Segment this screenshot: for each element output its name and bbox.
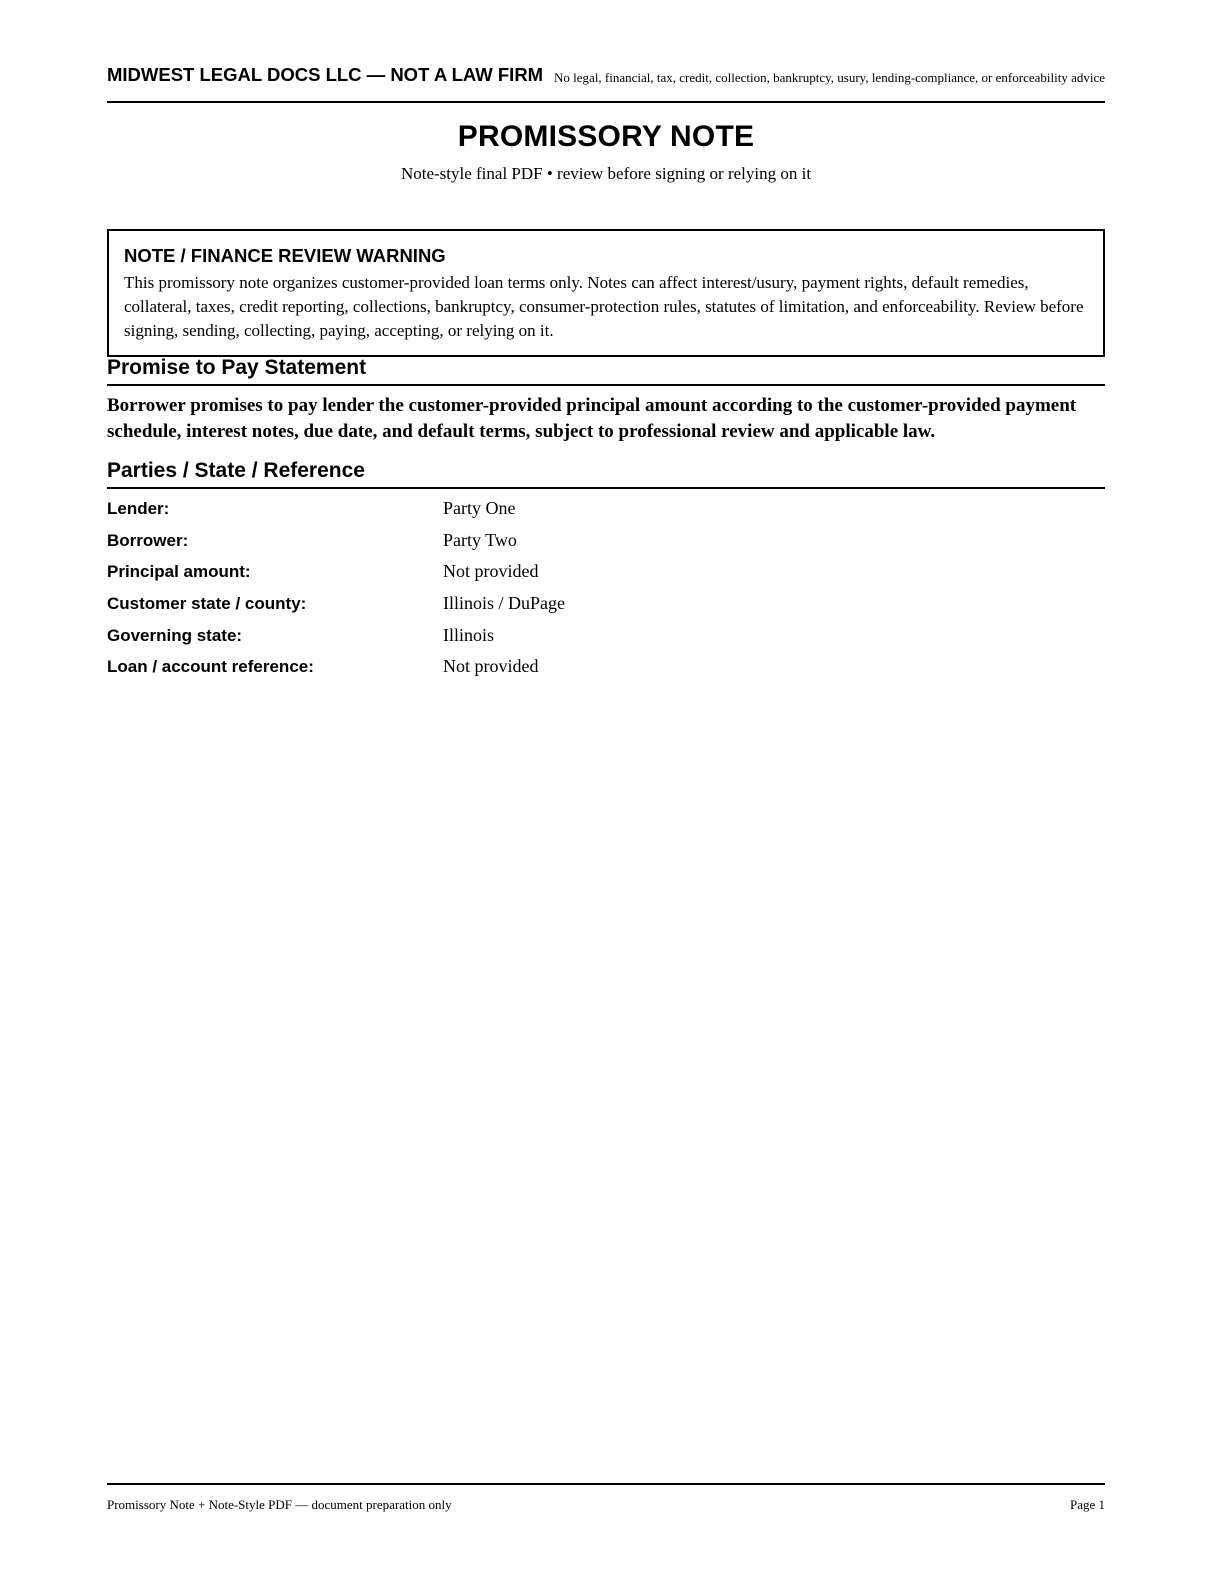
- warning-title: NOTE / FINANCE REVIEW WARNING: [124, 245, 446, 266]
- field-label: Lender:: [107, 499, 170, 518]
- field-row-governing-state: [107, 624, 1105, 656]
- warning-box: [107, 229, 1105, 357]
- document-page: [107, 0, 1105, 1584]
- header-disclaimer: No legal, financial, tax, credit, collection, bankruptcy, usury, lending-compliance, or enforceability advice: [554, 70, 1105, 85]
- field-value: Illinois / DuPage: [443, 593, 565, 614]
- field-row-borrower: [107, 529, 1105, 561]
- field-value: Party One: [443, 498, 516, 518]
- promise-statement: Borrower promises to pay lender the customer-provided principal amount according to the customer-provided payment schedule, interest notes, due date, and default terms, subject to professional review and applicable law.: [107, 395, 1077, 442]
- field-label: Customer state / county:: [107, 594, 307, 614]
- field-label: Loan / account reference:: [107, 657, 314, 677]
- header-divider: [107, 101, 1105, 103]
- page-header: [107, 62, 1105, 92]
- document-title: PROMISSORY NOTE: [457, 120, 755, 153]
- promise-heading: Promise to Pay Statement: [107, 356, 1105, 386]
- footer-divider: [107, 1483, 1105, 1485]
- field-row-customer-state: [107, 592, 1105, 624]
- field-value: Not provided: [443, 561, 539, 582]
- field-value: Party Two: [443, 529, 517, 550]
- document-subtitle: Note-style final PDF • review before signing or relying on it: [400, 164, 812, 183]
- page-number: Page 1: [1069, 1497, 1105, 1512]
- field-label: Borrower:: [107, 530, 189, 550]
- brand-name: MIDWEST LEGAL DOCS LLC — NOT A LAW FIRM: [107, 64, 544, 85]
- field-row-lender: [107, 497, 1105, 529]
- field-value: Illinois: [443, 624, 495, 645]
- parties-heading: Parties / State / Reference: [107, 459, 1105, 489]
- field-value: Not provided: [443, 656, 539, 677]
- field-row-principal: [107, 560, 1105, 592]
- field-label: Governing state:: [107, 625, 243, 645]
- field-label: Principal amount:: [107, 562, 251, 582]
- parties-fields: [107, 497, 1105, 687]
- footer-text: Promissory Note + Note-Style PDF — document preparation only: [107, 1497, 452, 1512]
- warning-body: This promissory note organizes customer-provided loan terms only. Notes can affect interest/usury, payment rights, default remedies, collateral, taxes, credit reporting, collections, bankruptcy, consumer-protection rules, statutes of limitation, and enforceability. Review before signing, sending, collecting, paying, accepting, or relying on it.: [124, 273, 1084, 340]
- field-row-loan-reference: [107, 655, 1105, 687]
